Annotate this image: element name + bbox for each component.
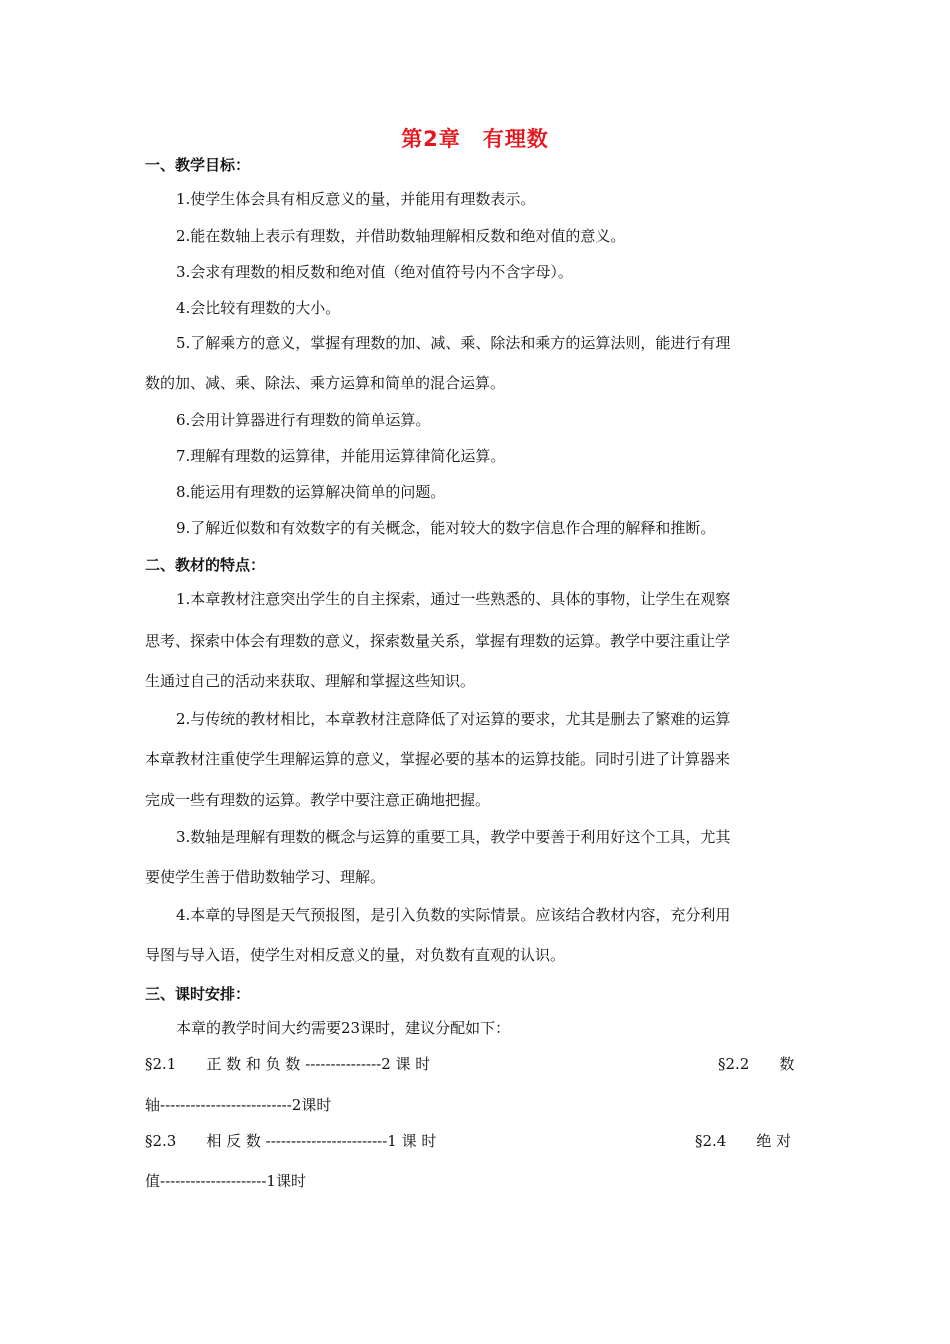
feature-paragraph-line: 完成一些有理数的运算。教学中要注意正确地把握。 xyxy=(145,791,491,809)
feature-paragraph-line: 2.与传统的教材相比，本章教材注意降低了对运算的要求，尤其是删去了繁难的运算 xyxy=(176,710,731,728)
schedule-row: §2.2 数 xyxy=(718,1055,795,1073)
section-heading-goals: 一、教学目标： xyxy=(145,156,251,174)
feature-paragraph-line: 本章教材注重使学生理解运算的意义，掌握必要的基本的运算技能。同时引进了计算器来 xyxy=(145,750,731,768)
goal-item: 4.会比较有理数的大小。 xyxy=(176,299,341,317)
goal-item: 9.了解近似数和有效数字的有关概念，能对较大的数字信息作合理的解释和推断。 xyxy=(176,519,716,537)
feature-paragraph-line: 导图与导入语，使学生对相反意义的量，对负数有直观的认识。 xyxy=(145,946,566,964)
goal-item: 2.能在数轴上表示有理数，并借助数轴理解相反数和绝对值的意义。 xyxy=(176,227,626,245)
section-heading-schedule: 三、课时安排： xyxy=(145,985,251,1003)
feature-paragraph-line: 4.本章的导图是天气预报图，是引入负数的实际情景。应该结合教材内容，充分利用 xyxy=(176,906,731,924)
goal-item: 8.能运用有理数的运算解决简单的问题。 xyxy=(176,483,446,501)
schedule-row: §2.1 正 数 和 负 数 ---------------2 课 时 xyxy=(145,1055,431,1073)
goal-item-continued: 数的加、减、乘、除法、乘方运算和简单的混合运算。 xyxy=(145,374,506,392)
feature-paragraph-line: 生通过自己的活动来获取、理解和掌握这些知识。 xyxy=(145,672,476,690)
schedule-row: 轴--------------------------2课时 xyxy=(145,1096,332,1114)
goal-item: 6.会用计算器进行有理数的简单运算。 xyxy=(176,411,431,429)
feature-paragraph-line: 思考、探索中体会有理数的意义，探索数量关系，掌握有理数的运算。教学中要注重让学 xyxy=(145,632,731,650)
goal-item: 1.使学生体会具有相反意义的量，并能用有理数表示。 xyxy=(176,190,536,208)
section-heading-features: 二、教材的特点： xyxy=(145,556,266,574)
schedule-intro: 本章的教学时间大约需要23课时，建议分配如下： xyxy=(176,1019,511,1037)
goal-item: 7.理解有理数的运算律，并能用运算律简化运算。 xyxy=(176,447,506,465)
feature-paragraph-line: 3.数轴是理解有理数的概念与运算的重要工具，教学中要善于利用好这个工具，尤其 xyxy=(176,828,731,846)
goal-item: 3.会求有理数的相反数和绝对值（绝对值符号内不含字母）。 xyxy=(176,263,573,281)
feature-paragraph-line: 1.本章教材注意突出学生的自主探索，通过一些熟悉的、具体的事物，让学生在观察 xyxy=(176,590,731,608)
schedule-row: §2.4 绝 对 xyxy=(695,1132,792,1150)
schedule-row: §2.3 相 反 数 ------------------------1 课 时 xyxy=(145,1132,437,1150)
feature-paragraph-line: 要使学生善于借助数轴学习、理解。 xyxy=(145,868,386,886)
goal-item: 5.了解乘方的意义，掌握有理数的加、减、乘、除法和乘方的运算法则，能进行有理 xyxy=(176,334,731,352)
chapter-title: 第2章 有理数 xyxy=(401,127,549,151)
schedule-row: 值---------------------1课时 xyxy=(145,1172,306,1190)
